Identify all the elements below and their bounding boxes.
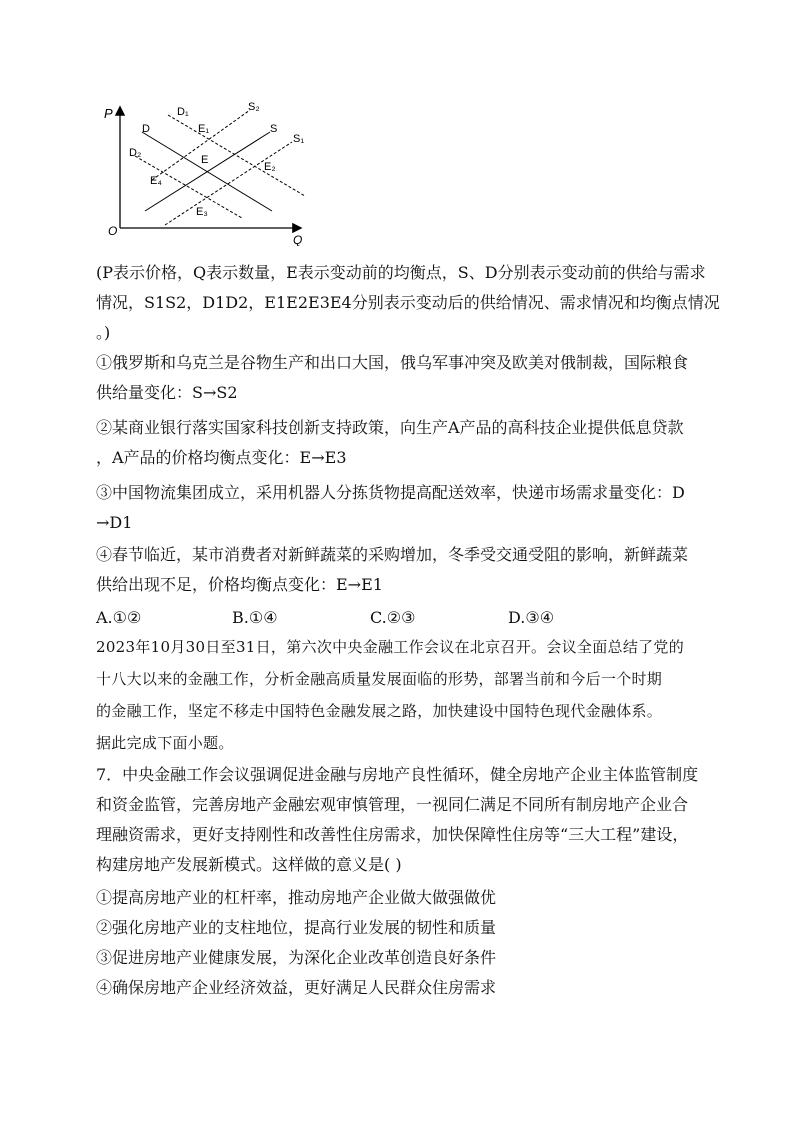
q7-item: ④确保房地产企业经济效益，更好满足人民群众住房需求 [96, 978, 497, 997]
label-d2: D₂ [129, 147, 142, 159]
q6-item-line: ④春节临近，某市消费者对新鲜蔬菜的采购增加，冬季受交通受阻的影响，新鲜蔬菜 [96, 545, 689, 564]
material-line: 十八大以来的金融工作，分析金融高质量发展面临的形势，部署当前和今后一个时期 [96, 670, 663, 688]
curve-d2 [135, 156, 242, 218]
q6-note-line: 情况，S1S2，D1D2，E1E2E3E4分别表示变动后的供给情况、需求情况和均衡点情况 [96, 293, 720, 312]
label-d1: D₁ [177, 106, 189, 118]
q6-item-line: ②某商业银行落实国家科技创新支持政策，向生产A产品的高科技企业提供低息贷款 [96, 418, 684, 437]
label-e1: E₁ [198, 123, 210, 135]
label-d: D [142, 123, 150, 135]
q6-item-line: →D1 [96, 513, 133, 532]
q7-item: ③促进房地产业健康发展，为深化企业改革创造良好条件 [96, 948, 497, 967]
material-line: 的金融工作，坚定不移走中国特色金融发展之路，加快建设中国特色现代金融体系。 [96, 702, 663, 720]
q6-item-line: 供给出现不足，价格均衡点变化：E→E1 [96, 575, 383, 594]
curve-s [145, 132, 270, 211]
option-c[interactable]: C.②③ [370, 608, 416, 627]
material-line: 据此完成下面小题。 [96, 734, 234, 752]
option-a[interactable]: A.①② [96, 608, 142, 627]
q6-note-line: (P表示价格，Q表示数量，E表示变动前的均衡点，S、D分别表示变动前的供给与需求 [96, 263, 706, 282]
q6-item-line: ③中国物流集团成立，采用机器人分拣货物提高配送效率，快递市场需求量变化：D [96, 483, 685, 502]
material-line: 2023年10月30日至31日，第六次中央金融工作会议在北京召开。会议全面总结了党的 [96, 638, 685, 656]
q7-stem-line: 构建房地产发展新模式。这样做的意义是( ) [96, 855, 402, 874]
label-s: S [270, 123, 278, 135]
label-e3: E₃ [196, 206, 208, 218]
q6-item-line: 供给量变化：S→S2 [96, 383, 238, 402]
q6-note-line: 。) [96, 323, 111, 342]
q7-stem-line: 和资金监管，完善房地产金融宏观审慎管理，一视同仁满足不同所有制房地产企业合 [96, 795, 689, 814]
label-s2: S₂ [248, 101, 260, 113]
q7-stem-line: 7．中央金融工作会议强调促进金融与房地产良性循环，健全房地产企业主体监管制度 [96, 765, 699, 784]
q6-item-line: ，A产品的价格均衡点变化：E→E3 [96, 448, 347, 467]
label-e4: E₄ [150, 175, 162, 187]
curve-s2 [152, 110, 250, 180]
origin-label: O [108, 224, 118, 238]
q7-item: ①提高房地产业的杠杆率，推动房地产企业做大做强做优 [96, 888, 497, 907]
curve-s1 [165, 142, 292, 225]
p-axis-label: P [104, 106, 113, 121]
supply-demand-graph [100, 98, 315, 246]
label-s1: S₁ [293, 133, 305, 145]
label-e2: E₂ [264, 161, 276, 173]
option-d[interactable]: D.③④ [508, 608, 555, 627]
q7-stem-line: 理融资需求，更好支持刚性和改善性住房需求，加快保障性住房等“三大工程”建设， [96, 825, 689, 844]
option-b[interactable]: B.①④ [232, 608, 278, 627]
q7-item: ②强化房地产业的支柱地位，提高行业发展的韧性和质量 [96, 918, 497, 937]
q-axis-label: Q [293, 233, 303, 246]
q6-item-line: ①俄罗斯和乌克兰是谷物生产和出口大国，俄乌军事冲突及欧美对俄制裁，国际粮食 [96, 353, 689, 372]
label-e: E [201, 154, 209, 166]
